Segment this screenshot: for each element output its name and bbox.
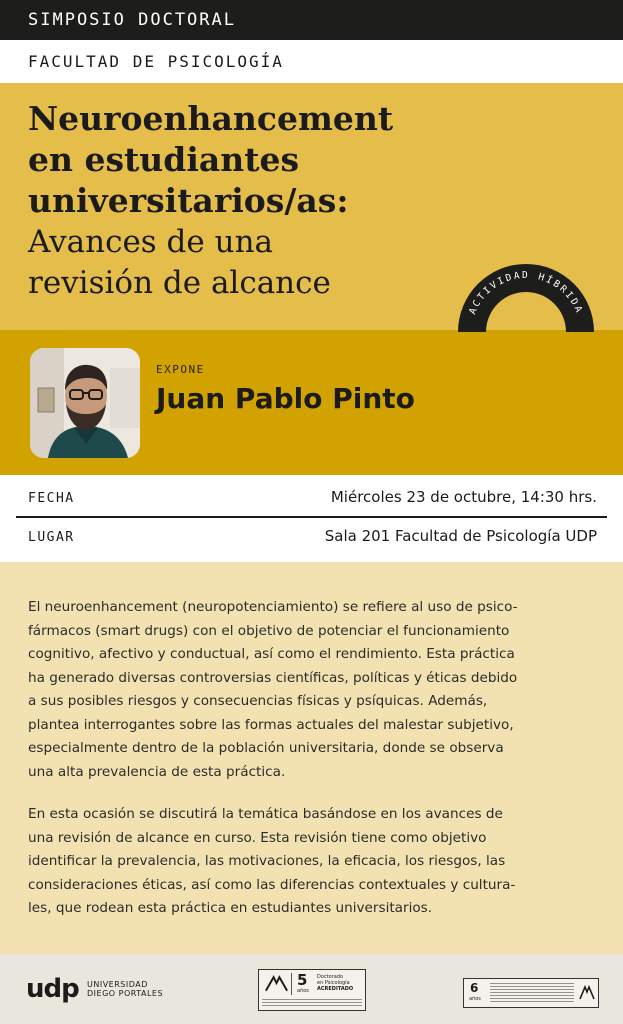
text-line: identificar la prevalencia, las motivaciones, la eficacia, los riesgos, las: [28, 853, 506, 869]
accreditation-doctorate: [258, 969, 366, 1011]
place-row: [16, 522, 607, 552]
event-type: SIMPOSIO DOCTORAL: [28, 10, 236, 30]
text-line: cognitivo, afectivo y conductual, así como el rendimiento. Esta práctica: [28, 646, 515, 662]
title-line: Avances de una: [28, 224, 274, 260]
faculty-name: FACULTAD DE PSICOLOGÍA: [28, 52, 284, 71]
speaker-name: Juan Pablo Pinto: [156, 382, 415, 415]
title-line: universitarios/as:: [28, 181, 349, 220]
udp-logo-line: UNIVERSIDAD: [87, 980, 148, 989]
text-line: consideraciones éticas, así como las diferencias contextuales y cultura-: [28, 876, 516, 893]
title-line: en estudiantes: [28, 140, 300, 179]
text-line: les, que rodean esta práctica en estudiantes universitarios.: [28, 900, 433, 916]
speaker-photo: [30, 348, 140, 458]
accreditation-years: 6: [470, 981, 479, 995]
text-line: fármacos (smart drugs) con el objetivo de potenciar el funcionamiento: [28, 622, 510, 639]
accreditation-university: [463, 978, 599, 1008]
accreditation-program: [317, 974, 365, 992]
badge-text: ACTIVIDAD HÍBRIDA: [467, 270, 585, 317]
faculty-bar: [0, 40, 623, 83]
program-line: en Psicología: [317, 980, 350, 986]
accreditation-years-label: años: [297, 988, 309, 994]
description-paragraph-1: [28, 596, 598, 784]
event-details: [0, 475, 623, 562]
hybrid-activity-badge: [452, 258, 600, 338]
date-row: [16, 483, 607, 513]
description-paragraph-2: [28, 803, 598, 921]
title-line: Neuroenhancement: [28, 99, 394, 138]
details-divider: [16, 516, 607, 518]
footer: [0, 954, 623, 1024]
udp-logo-text: [87, 980, 163, 998]
text-line: El neuroenhancement (neuropotenciamiento) se refiere al uso de psico-: [28, 599, 518, 615]
speaker-band: [0, 330, 623, 475]
text-line: a sus posibles riesgos y consecuencias físicas y psíquicas. Además,: [28, 693, 488, 709]
fine-print: [262, 999, 362, 1007]
top-bar: [0, 0, 623, 40]
program-line: Doctorado: [317, 974, 344, 980]
place-label: LUGAR: [28, 530, 75, 545]
text-line: ha generado diversas controversias científicas, políticas y éticas debido: [28, 669, 518, 686]
accreditation-years-label: años: [469, 996, 481, 1002]
place-value: Sala 201 Facultad de Psicología UDP: [324, 527, 597, 545]
text-line: plantea interrogantes sobre las formas actuales del malestar subjetivo,: [28, 716, 514, 733]
date-value: Miércoles 23 de octubre, 14:30 hrs.: [330, 488, 597, 506]
fine-print: [490, 983, 574, 1003]
talk-title-subtitle: [28, 222, 448, 304]
udp-logo-mark: udp: [26, 974, 79, 1004]
text-line: una alta prevalencia de esta práctica.: [28, 763, 286, 780]
date-label: FECHA: [28, 491, 75, 506]
text-line: especialmente dentro de la población universitaria, donde se observa: [28, 740, 504, 756]
udp-logo-line: DIEGO PORTALES: [87, 989, 164, 998]
title-line: revisión de alcance: [28, 265, 331, 301]
text-line: En esta ocasión se discutirá la temática basándose en los avances de: [28, 806, 503, 822]
description-section: [0, 562, 623, 954]
accreditation-agency-icon: [262, 973, 292, 995]
accreditation-agency-icon: [578, 984, 596, 1002]
text-line: una revisión de alcance en curso. Esta revisión tiene como objetivo: [28, 829, 487, 846]
speaker-label: EXPONE: [156, 363, 205, 376]
accreditation-years: 5: [297, 971, 308, 989]
accreditation-status: ACREDITADO: [317, 986, 354, 992]
talk-title-bold: [28, 98, 448, 221]
